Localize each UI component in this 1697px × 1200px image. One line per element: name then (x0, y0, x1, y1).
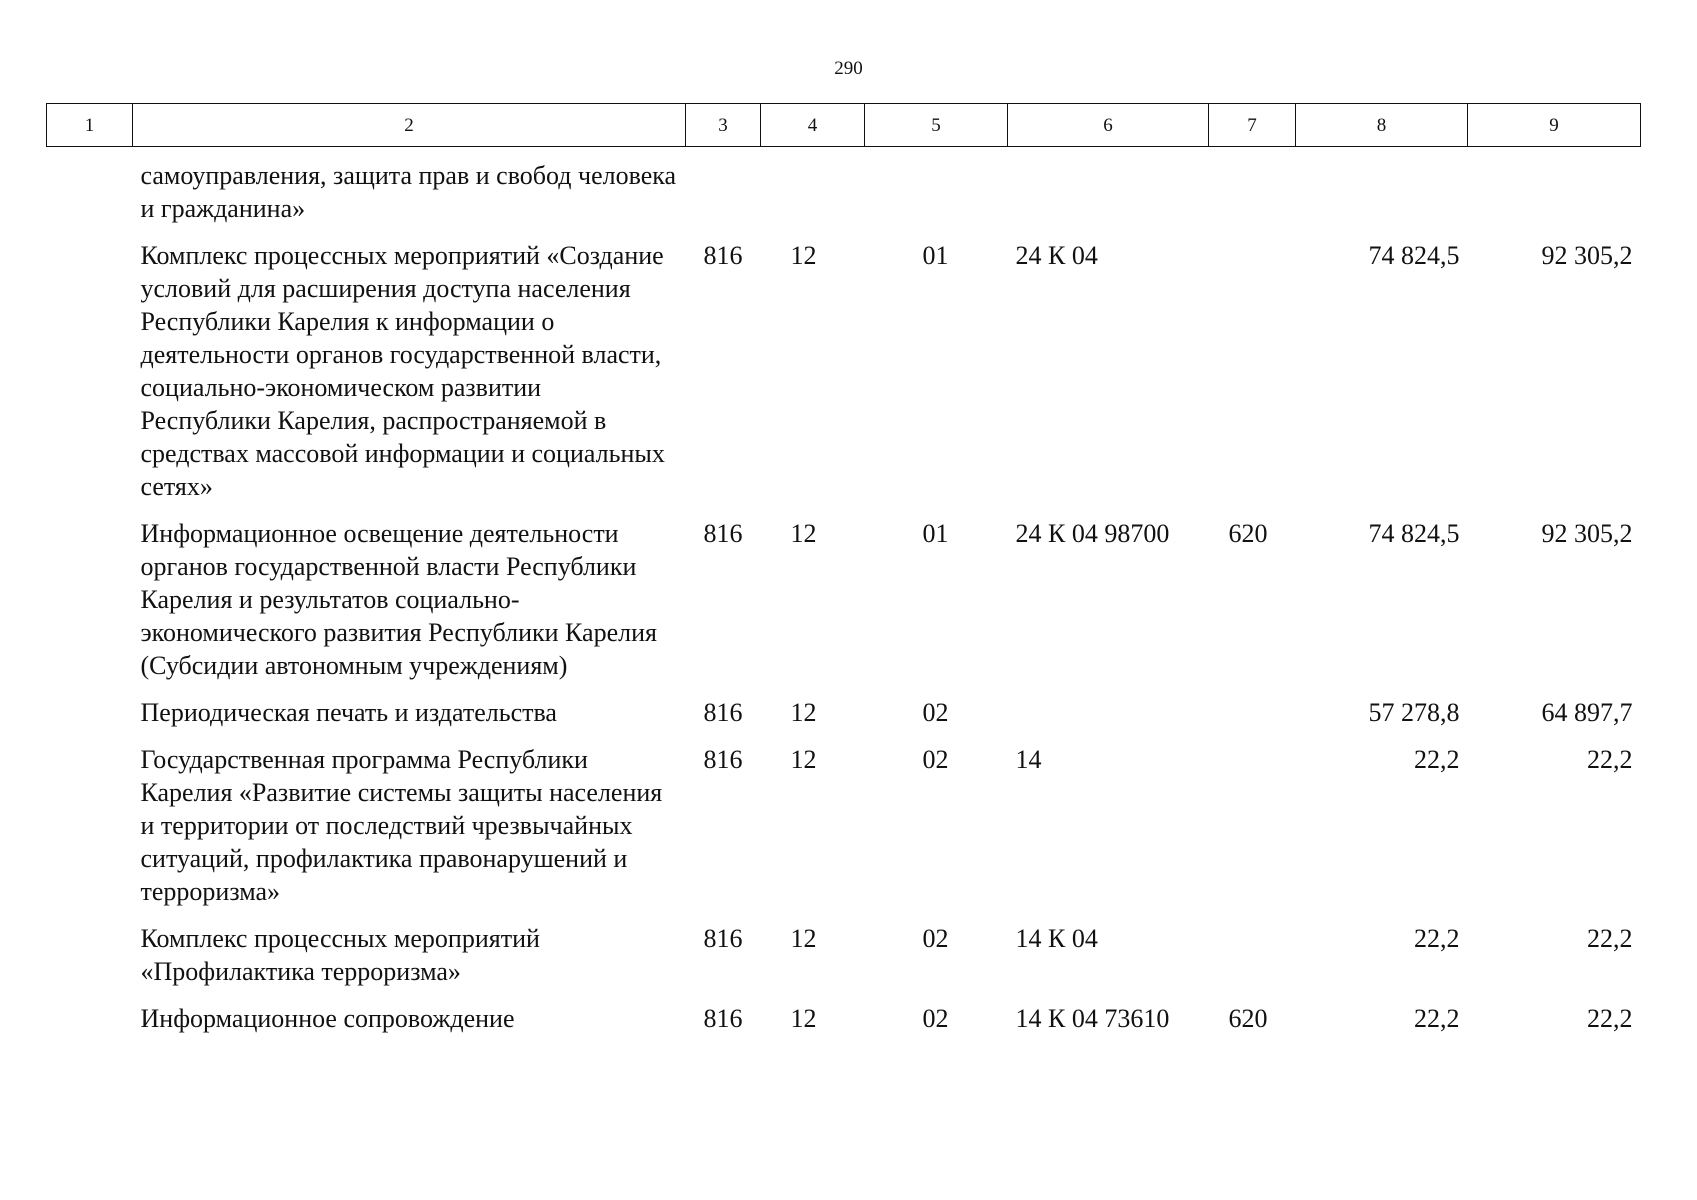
row-col1-cell (47, 682, 133, 729)
column-number-5: 5 (865, 104, 1008, 147)
row-col3-cell: 816 (703, 241, 743, 270)
row-col9-cell: 22,2 (1587, 745, 1633, 774)
table-row (47, 682, 1641, 729)
table-row (47, 503, 1641, 682)
row-col9-cell: 22,2 (1587, 924, 1633, 953)
row-name-cell: самоуправления, защита прав и свобод человека и гражданина» (140, 161, 677, 223)
row-col3-cell (686, 147, 761, 226)
column-number-1: 1 (47, 104, 133, 147)
table-header-row (47, 104, 1641, 147)
row-col9-cell: 64 897,7 (1541, 698, 1633, 727)
row-col5-cell: 02 (922, 745, 949, 774)
row-col4-cell: 12 (790, 698, 817, 727)
row-col3-cell: 816 (703, 519, 743, 548)
column-number-6: 6 (1008, 104, 1209, 147)
column-number-8: 8 (1296, 104, 1468, 147)
row-col1-cell (47, 908, 133, 988)
row-col8-cell: 22,2 (1414, 1004, 1460, 1033)
row-col6-cell: 14 К 04 73610 (1015, 1004, 1170, 1033)
column-number-4: 4 (761, 104, 865, 147)
column-number-9: 9 (1468, 104, 1641, 147)
row-col7-cell (1209, 908, 1296, 988)
row-col6-cell: 24 К 04 (1015, 241, 1098, 270)
column-number-2: 2 (133, 104, 686, 147)
row-col7-cell: 620 (1228, 519, 1268, 548)
row-col6-cell: 14 (1015, 745, 1042, 774)
row-col8-cell: 74 824,5 (1368, 241, 1460, 270)
row-col9-cell: 92 305,2 (1541, 241, 1633, 270)
row-col7-cell (1209, 225, 1296, 503)
row-col5-cell: 02 (922, 1004, 949, 1033)
row-col7-cell (1209, 682, 1296, 729)
row-col6-cell (1008, 147, 1209, 226)
row-col5-cell: 01 (922, 241, 949, 270)
row-col3-cell: 816 (703, 1004, 743, 1033)
table-row (47, 225, 1641, 503)
row-col8-cell: 22,2 (1414, 924, 1460, 953)
row-name-cell: Информационное сопровождение (140, 1004, 515, 1033)
table-row (47, 729, 1641, 908)
row-col5-cell (865, 147, 1008, 226)
row-col1-cell (47, 147, 133, 226)
table-row (47, 988, 1641, 1035)
row-name-cell: Информационное освещение деятельности органов государственной власти Республики Карелия и результатов социально-экономического развития Республики Карелия (Субсидии автономным учреждениям) (140, 519, 657, 680)
row-col7-cell (1209, 147, 1296, 226)
row-col7-cell: 620 (1228, 1004, 1268, 1033)
row-col3-cell: 816 (703, 924, 743, 953)
table-row (47, 908, 1641, 988)
row-col4-cell: 12 (790, 924, 817, 953)
page-number: 290 (834, 58, 863, 79)
row-col4-cell (761, 147, 865, 226)
row-col6-cell (1008, 682, 1209, 729)
row-col9-cell (1468, 147, 1641, 226)
row-name-cell: Комплекс процессных мероприятий «Создание условий для расширения доступа населения Республики Карелия к информации о деятельности органов государственной власти, социально-экономическом развитии Республики Карелия, распространяемой в средствах массовой информации и социальных сетях» (140, 241, 665, 501)
row-col3-cell: 816 (703, 698, 743, 727)
column-number-7: 7 (1209, 104, 1296, 147)
row-col6-cell: 14 К 04 (1015, 924, 1098, 953)
row-col5-cell: 01 (922, 519, 949, 548)
table-row (47, 147, 1641, 226)
row-col4-cell: 12 (790, 745, 817, 774)
row-col1-cell (47, 988, 133, 1035)
row-col8-cell: 22,2 (1414, 745, 1460, 774)
row-col7-cell (1209, 729, 1296, 908)
budget-table (46, 103, 1641, 1035)
row-col5-cell: 02 (922, 698, 949, 727)
row-col4-cell: 12 (790, 241, 817, 270)
row-col8-cell (1296, 147, 1468, 226)
row-col1-cell (47, 503, 133, 682)
row-col4-cell: 12 (790, 519, 817, 548)
row-col8-cell: 57 278,8 (1368, 698, 1460, 727)
row-col1-cell (47, 225, 133, 503)
row-col3-cell: 816 (703, 745, 743, 774)
row-col1-cell (47, 729, 133, 908)
row-col9-cell: 92 305,2 (1541, 519, 1633, 548)
row-col8-cell: 74 824,5 (1368, 519, 1460, 548)
row-col6-cell: 24 К 04 98700 (1015, 519, 1170, 548)
row-name-cell: Государственная программа Республики Карелия «Развитие системы защиты населения и территории от последствий чрезвычайных ситуаций, профилактика правонарушений и терроризма» (140, 745, 663, 906)
column-number-3: 3 (686, 104, 761, 147)
row-name-cell: Периодическая печать и издательства (140, 698, 557, 727)
row-col5-cell: 02 (922, 924, 949, 953)
row-col9-cell: 22,2 (1587, 1004, 1633, 1033)
row-col4-cell: 12 (790, 1004, 817, 1033)
row-name-cell: Комплекс процессных мероприятий «Профилактика терроризма» (140, 924, 540, 986)
